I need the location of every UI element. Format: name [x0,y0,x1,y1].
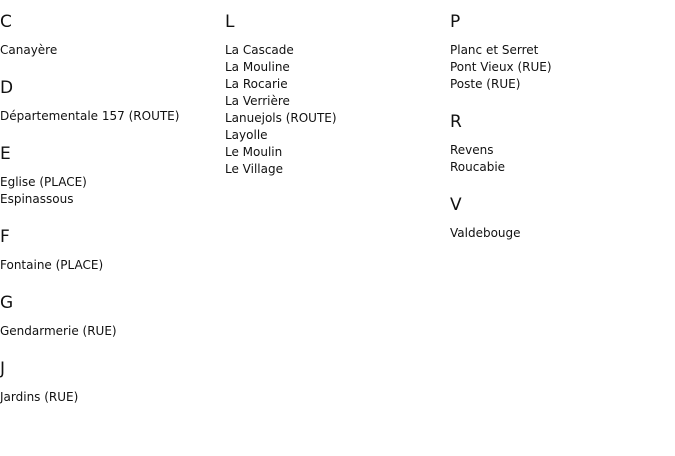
street-link[interactable]: Fontaine (PLACE) [0,258,104,272]
letter-heading: G [0,293,14,313]
letter-heading: F [0,227,10,247]
street-link[interactable]: La Verrière [225,94,290,108]
letter-heading: C [0,12,12,32]
street-link[interactable]: Layolle [225,128,268,142]
street-link[interactable]: Gendarmerie (RUE) [0,324,117,338]
letter-heading: J [0,359,6,379]
letter-group [0,208,220,274]
street-list [0,98,220,125]
letter-group [0,340,220,406]
street-link[interactable]: Espinassous [0,192,74,206]
letter-group [0,125,220,208]
street-list [450,32,670,93]
letter-heading: D [0,78,14,98]
street-link[interactable]: Valdebouge [450,226,521,240]
street-list [225,32,445,178]
index-column-3 [450,0,670,242]
letter-heading: V [450,195,462,215]
street-link[interactable]: Lanuejols (ROUTE) [225,111,337,125]
letter-group [0,59,220,125]
letter-group [0,0,220,59]
street-link[interactable]: La Rocarie [225,77,288,91]
street-link[interactable]: Jardins (RUE) [0,390,79,404]
letter-heading: L [225,12,235,32]
street-link[interactable]: Revens [450,143,494,157]
index-column-2 [225,0,445,178]
street-link[interactable]: Planc et Serret [450,43,539,57]
street-list [0,379,220,406]
letter-group [450,176,670,242]
letter-group [450,0,670,93]
street-link[interactable]: La Mouline [225,60,290,74]
letter-group [450,93,670,176]
street-link[interactable]: Le Moulin [225,145,283,159]
street-list [450,132,670,176]
street-link[interactable]: Poste (RUE) [450,77,521,91]
street-link[interactable]: Canayère [0,43,58,57]
letter-heading: P [450,12,461,32]
street-list [0,32,220,59]
street-list [0,247,220,274]
street-link[interactable]: Le Village [225,162,283,176]
index-column-1 [0,0,220,406]
street-list [0,313,220,340]
letter-heading: E [0,144,11,164]
letter-group [225,0,445,178]
street-list [450,215,670,242]
street-link[interactable]: Roucabie [450,160,506,174]
letter-heading: R [450,112,462,132]
street-list [0,164,220,208]
letter-group [0,274,220,340]
street-link[interactable]: Départementale 157 (ROUTE) [0,109,180,123]
street-link[interactable]: Eglise (PLACE) [0,175,87,189]
street-link[interactable]: Pont Vieux (RUE) [450,60,552,74]
street-link[interactable]: La Cascade [225,43,294,57]
